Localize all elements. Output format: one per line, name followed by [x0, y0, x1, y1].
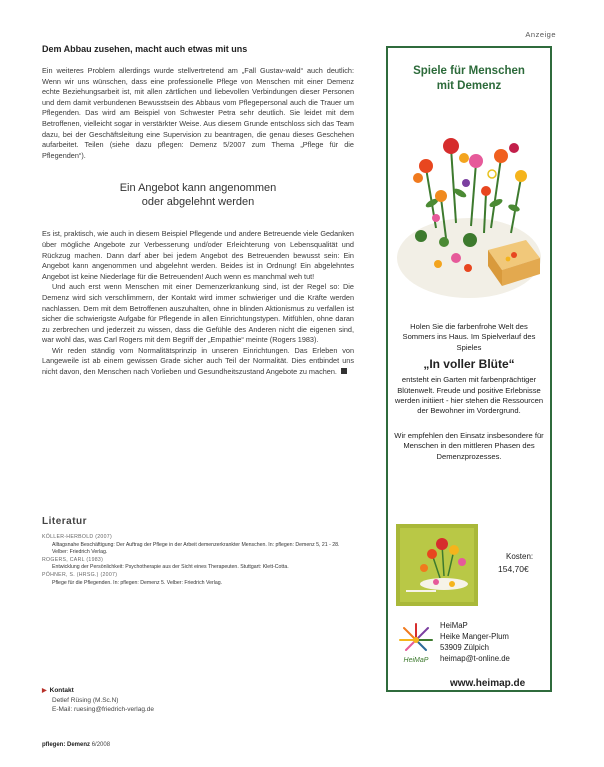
literature-title: Literatur [42, 516, 88, 527]
literature-reference: Alltagsnahe Beschäftigung: Der Auftrag der Pflege in der Arbeit demenzerkrankter Menschen. In: pflegen: Demenz 5, 21 - 28. Velber: Friedrich Verlag. [52, 541, 340, 556]
footer-issue: 6/2008 [91, 742, 111, 748]
literature-entry [42, 557, 354, 572]
contact-title-text: Kontakt [49, 687, 74, 694]
heimap-flower-logo-icon [396, 620, 436, 666]
literature-author: KÖLLER-HERBOLD (2007) [42, 534, 113, 540]
literature-entry [42, 534, 354, 557]
flower-game-illustration [396, 108, 542, 308]
pull-quote [42, 181, 354, 209]
ad-recommendation: Wir empfehlen den Einsatz insbesondere für Menschen in den mittleren Phasen des Demenzprozesses. [394, 430, 544, 461]
ad-city: 53909 Zülpich [440, 643, 489, 652]
ad-text [394, 322, 544, 462]
section-heading: Dem Abbau zusehen, macht auch etwas mit uns [42, 44, 248, 54]
article-body [42, 66, 354, 161]
paragraph-1: Ein weiteres Problem allerdings wurde stellvertretend am „Fall Gustav-wald“ auch deutlich: Wenn wir uns wünschen, dass eine professionelle Pflege von Menschen mit einer Demenz echte Beziehungsarbeit ist, mit allen zärtlichen und liebevollen Verbindungen dieser Personen und dem damit verbundenen Bewusstsein des Abbaus vom Pflegepersonal auch die Trauer um Pflegenden. Das wird am Beispiel von Schwester Petra sehr deutlich. Sie leidet mit dem Betroffenen, vielleicht sogar in verstärkter Weise. Aus diesem Grunde entschloss sich das Team dazu, bei der Geschäftsleitung eine Supervision zu beantragen, die genau dieses Geschehen aufarbeitet. Teilen (siehe dazu pflegen: Demenz 5/2007 zum Thema „Pflege für die Pflegenden“). [42, 66, 354, 160]
ad-contact [440, 620, 510, 664]
literature-author: ROGERS, CARL (1983) [42, 556, 104, 563]
ad-description: entsteht ein Garten mit farbenprächtiger Blütenwelt. Freude und positive Erlebnisse werden initiiert - hier stehen die Ressourcen der Bewohner im Vordergrund. [394, 375, 544, 416]
literature-reference: Entwicklung der Persönlichkeit: Psychotherapie aus der Sicht eines Therapeuten. Stuttgart: Klett-Cotta. [52, 564, 289, 571]
paragraph-4 [42, 346, 354, 378]
ad-intro: Holen Sie die farbenfrohe Welt des Sommers ins Haus. Im Spielverlauf des Spieles [402, 322, 536, 352]
ad-email[interactable]: heimap@t-online.de [440, 654, 510, 663]
ad-product-image [396, 524, 478, 606]
ad-person: Heike Manger-Plum [440, 632, 509, 641]
pull-quote-line-2: oder abgelehnt werden [141, 196, 255, 209]
contact-email[interactable]: E-Mail: ruesing@friedrich-verlag.de [52, 706, 154, 713]
ad-title-line-1: Spiele für Menschen [413, 65, 525, 77]
ad-game-name: „In voller Blüte“ [423, 357, 515, 372]
ad-title [388, 64, 550, 94]
literature-entry [42, 572, 354, 587]
end-mark-icon [341, 368, 347, 374]
paragraph-3: Und auch erst wenn Menschen mit einer Demenzerkrankung sind, ist der Regel so: Die Demenz wird sich verschlimmern, der Kontakt wird immer schwieriger und die Kräfte werden nachlassen. Dem mit dem Betroffenen auszuhalten, ohne in blinden Aktionismus zu verfallen ist sicher die schwierigste Aufgabe für Pflegende in allen Einrichtungstypen. Mitfühlen, ohne daran zu zerbrechen und jederzeit zu wissen, dass die Gefühle des Anderen nicht die eigenen sind, war wohl das, was Carl Rogers mit dem Begriff der „Empathie“ meinte (Rogers 1983). [42, 282, 354, 345]
heimap-logo [396, 620, 436, 666]
paragraph-4-text: Wir reden ständig vom Normalitätsprinzip in unseren Einrichtungen. Das Erleben von Langeweile ist ab einem gewissen Grade sicher auch Teil der Normalität. Dies entbindet uns nicht davon, den Menschen nach Vorlieben und Gesundheitszustand Angebote zu machen. [42, 345, 354, 377]
page-label: Anzeige [525, 30, 556, 39]
literature-list [42, 534, 354, 587]
article [42, 44, 354, 378]
page-footer [42, 742, 110, 748]
ad-company: HeiMaP [440, 621, 468, 630]
contact-box [42, 686, 154, 714]
advertisement-box [386, 46, 552, 692]
ad-game-photo [396, 108, 542, 308]
ad-website-link[interactable]: www.heimap.de [450, 678, 526, 689]
contact-title [42, 686, 154, 696]
article-body-2 [42, 229, 354, 377]
footer-magazine: pflegen: Demenz [42, 742, 91, 748]
game-box-illustration [396, 524, 478, 606]
ad-price: 154,70€ [498, 564, 529, 574]
literature-author: PÖHNER, S. (HRSG.) (2007) [42, 571, 118, 578]
triangle-right-icon: ▶ [42, 688, 47, 694]
pull-quote-line-1: Ein Angebot kann angenommen [119, 182, 277, 195]
ad-price-label: Kosten: [506, 552, 534, 561]
ad-title-line-2: mit Demenz [436, 80, 502, 92]
heimap-logo-text: HeiMaP [403, 657, 429, 664]
contact-name: Detlef Rüsing (M.Sc.N) [52, 697, 119, 704]
paragraph-2: Es ist, praktisch, wie auch in diesem Beispiel Pflegende und andere Betreuende viele Gedanken über mögliche Angebote zur Verbesserung und/oder Erleichterung von Lebensqualität und Rückzug machen. Dann darf aber bei jedem Angebot des Betreuenden bewusst sein: Ein Angebot kann angenommen und abgelehnt werden. Beides ist in Ordnung! Ein abgelehntes Angebot ist keine Niederlage für die Betreuenden! Auch wenn es manchmal weh tut! [42, 229, 354, 281]
literature-reference: Pflege für die Pflegenden. In: pflegen: Demenz 5. Velber: Friedrich Verlag. [52, 579, 223, 586]
